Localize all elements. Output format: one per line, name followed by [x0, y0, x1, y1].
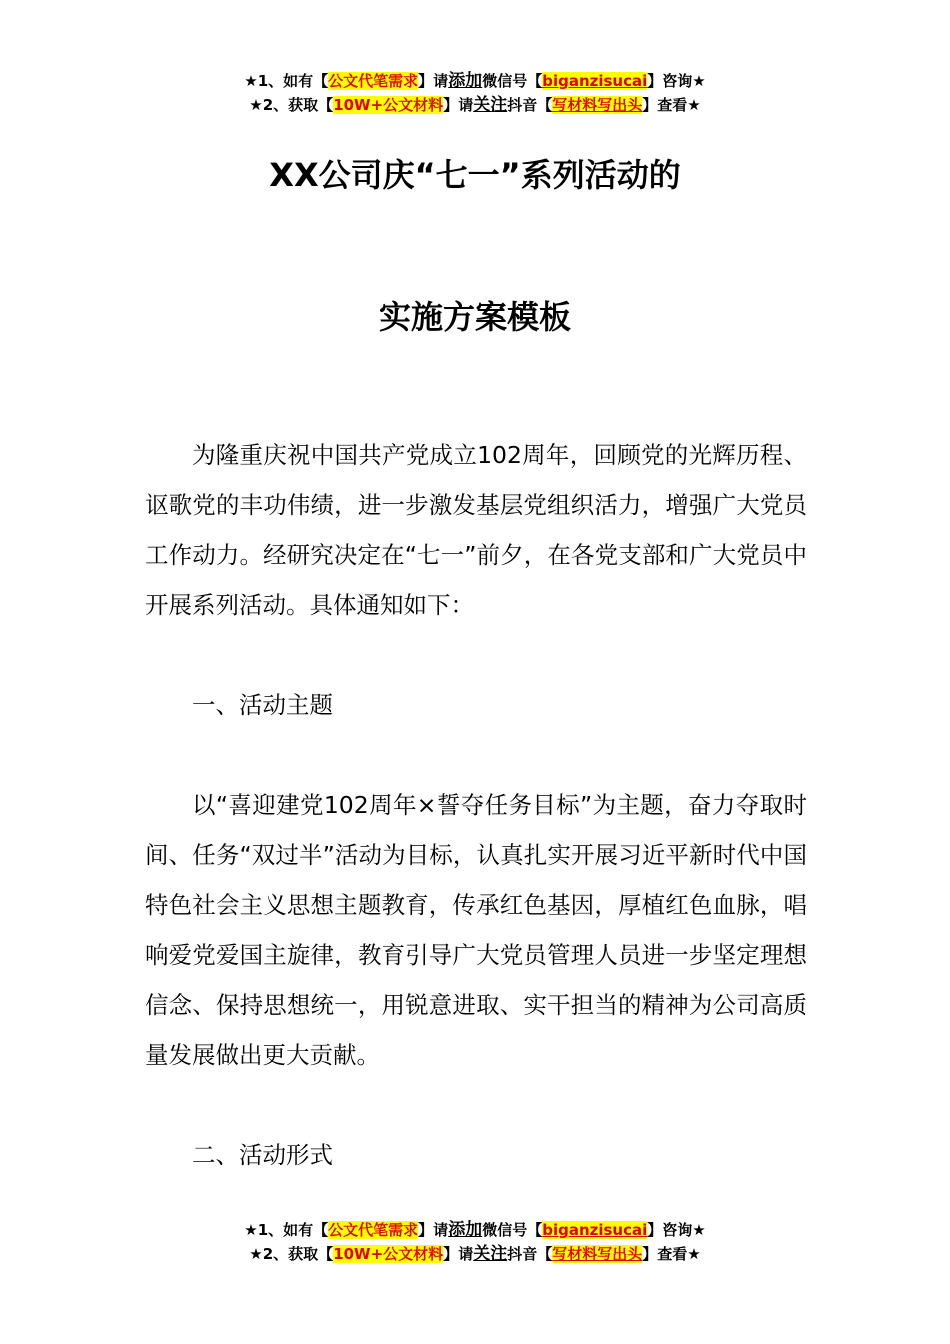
banner-text: 】咨询★	[647, 1221, 706, 1239]
highlight-text: 10W+公文材料	[333, 96, 444, 114]
douyin-account: 写材料写出头	[552, 96, 643, 114]
banner-line-2	[0, 93, 950, 117]
banner-line-1	[0, 1218, 950, 1242]
douyin-account: 写材料写出头	[552, 1245, 643, 1263]
banner-text: 抖音【	[507, 1245, 553, 1263]
intro-paragraph: 为隆重庆祝中国共产党成立102周年，回顾党的光辉历程、讴歌党的丰功伟绩，进一步激发基层党组织活力，增强广大党员工作动力。经研究决定在“七一”前夕，在各党支部和广大党员中开展系列活动。具体通知如下：	[145, 441, 807, 619]
highlight-text: 公文代笔需求	[328, 72, 419, 90]
wechat-id: biganzisucai	[542, 72, 648, 90]
banner-text: ★2、获取【	[249, 1245, 334, 1263]
document-title-line-1: XX公司庆“七一”系列活动的	[269, 156, 681, 194]
banner-text: ★1、如有【	[244, 1221, 329, 1239]
banner-text: 】咨询★	[647, 72, 706, 90]
emphasis-text: 关注	[473, 95, 508, 115]
banner-text: ★1、如有【	[244, 72, 329, 90]
section-heading-1: 一、活动主题	[192, 691, 333, 719]
emphasis-text: 添加	[448, 1220, 483, 1240]
document-body	[145, 430, 807, 1180]
highlight-text: 公文代笔需求	[328, 1221, 419, 1239]
banner-text: 】请	[443, 1245, 474, 1263]
banner-text: 】查看★	[642, 96, 701, 114]
emphasis-text: 关注	[473, 1244, 508, 1264]
highlight-text: 10W+公文材料	[333, 1245, 444, 1263]
wechat-id: biganzisucai	[542, 1221, 648, 1239]
section-1-paragraph: 以“喜迎建党102周年×誓夺任务目标”为主题，奋力夺取时间、任务“双过半”活动为目标，认真扎实开展习近平新时代中国特色社会主义思想主题教育，传承红色基因，厚植红色血脉，唱响爱党爱国主旋律，教育引导广大党员管理人员进一步坚定理想信念、保持思想统一，用锐意进取、实干担当的精神为公司高质量发展做出更大贡献。	[145, 791, 807, 1069]
document-title-line-2: 实施方案模板	[378, 298, 571, 336]
banner-line-2	[0, 1242, 950, 1266]
footer-banner	[0, 1218, 950, 1266]
header-banner	[0, 69, 950, 117]
banner-text: 】查看★	[642, 1245, 701, 1263]
banner-text: 微信号【	[482, 72, 543, 90]
emphasis-text: 添加	[448, 71, 483, 91]
banner-text: 】请	[443, 96, 474, 114]
banner-text: 】请	[418, 1221, 449, 1239]
banner-text: 微信号【	[482, 1221, 543, 1239]
banner-line-1	[0, 69, 950, 93]
banner-text: ★2、获取【	[249, 96, 334, 114]
banner-text: 】请	[418, 72, 449, 90]
section-heading-2: 二、活动形式	[192, 1141, 333, 1169]
banner-text: 抖音【	[507, 96, 553, 114]
